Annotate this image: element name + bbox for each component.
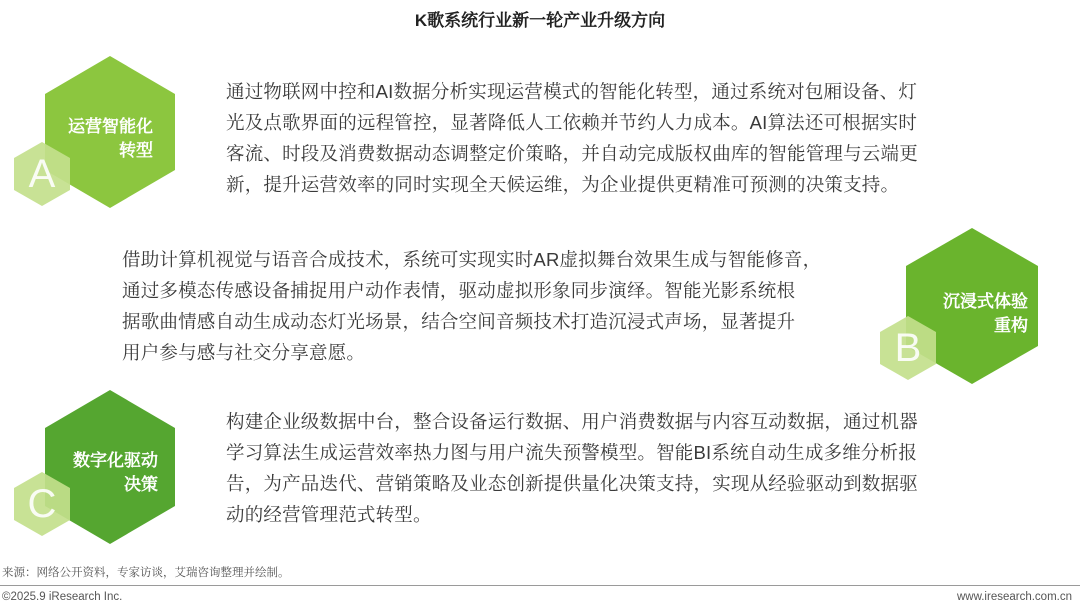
- hexagon-b-label-line2: 重构: [994, 316, 1028, 335]
- hexagon-b-label-line1: 沉浸式体验: [943, 292, 1028, 311]
- page-title: K歌系统行业新一轮产业升级方向: [414, 11, 666, 30]
- section-b-line: 据歌曲情感自动生成动态灯光场景，结合空间音频技术打造沉浸式声场，显著提升: [122, 311, 796, 332]
- hexagon-c-letter: C: [27, 482, 57, 526]
- section-b-line: 用户参与感与社交分享意愿。: [122, 342, 366, 363]
- section-a-line: 光及点歌界面的远程管控，显著降低人工依赖并节约人力成本。AI算法还可根据实时: [226, 112, 918, 133]
- hexagon-c-label-line2: 决策: [124, 475, 158, 494]
- website-link[interactable]: www.iresearch.com.cn: [956, 591, 1072, 603]
- hexagon-a-letter: A: [28, 152, 56, 196]
- hexagon-a-label-line1: 运营智能化: [68, 117, 153, 136]
- footer-divider: [0, 585, 1080, 586]
- section-c-text: [226, 406, 1026, 530]
- section-b-line: 借助计算机视觉与语音合成技术，系统可实现实时AR虚拟舞台效果生成与智能修音，: [122, 249, 822, 270]
- hexagon-b-letter: B: [894, 326, 922, 370]
- hexagon-c-label: [40, 449, 158, 497]
- section-c-line: 动的经营管理范式转型。: [226, 504, 432, 525]
- section-a-line: 客流、时段及消费数据动态调整定价策略，并自动完成版权曲库的智能管理与云端更: [226, 143, 918, 164]
- section-a-line: 通过物联网中控和AI数据分析实现运营模式的智能化转型，通过系统对包厢设备、灯: [226, 81, 918, 102]
- section-a-line: 新，提升运营效率的同时实现全天候运维，为企业提供更精准可预测的决策支持。: [226, 174, 900, 195]
- source-note: 来源：网络公开资料，专家访谈，艾瑞咨询整理并绘制。: [2, 567, 290, 579]
- copyright: ©2025.9 iResearch Inc.: [2, 591, 123, 603]
- section-c-line: 学习算法生成运营效率热力图与用户流失预警模型。智能BI系统自动生成多维分析报: [226, 442, 918, 463]
- hexagon-c-label-line1: 数字化驱动: [73, 451, 158, 470]
- section-c-line: 告，为产品迭代、营销策略及业态创新提供量化决策支持，实现从经验驱动到数据驱: [226, 473, 918, 494]
- hexagon-a-label-line2: 转型: [119, 141, 153, 160]
- section-c-line: 构建企业级数据中台，整合设备运行数据、用户消费数据与内容互动数据，通过机器: [226, 411, 918, 432]
- section-b-line: 通过多模态传感设备捕捉用户动作表情，驱动虚拟形象同步演绎。智能光影系统根: [122, 280, 796, 301]
